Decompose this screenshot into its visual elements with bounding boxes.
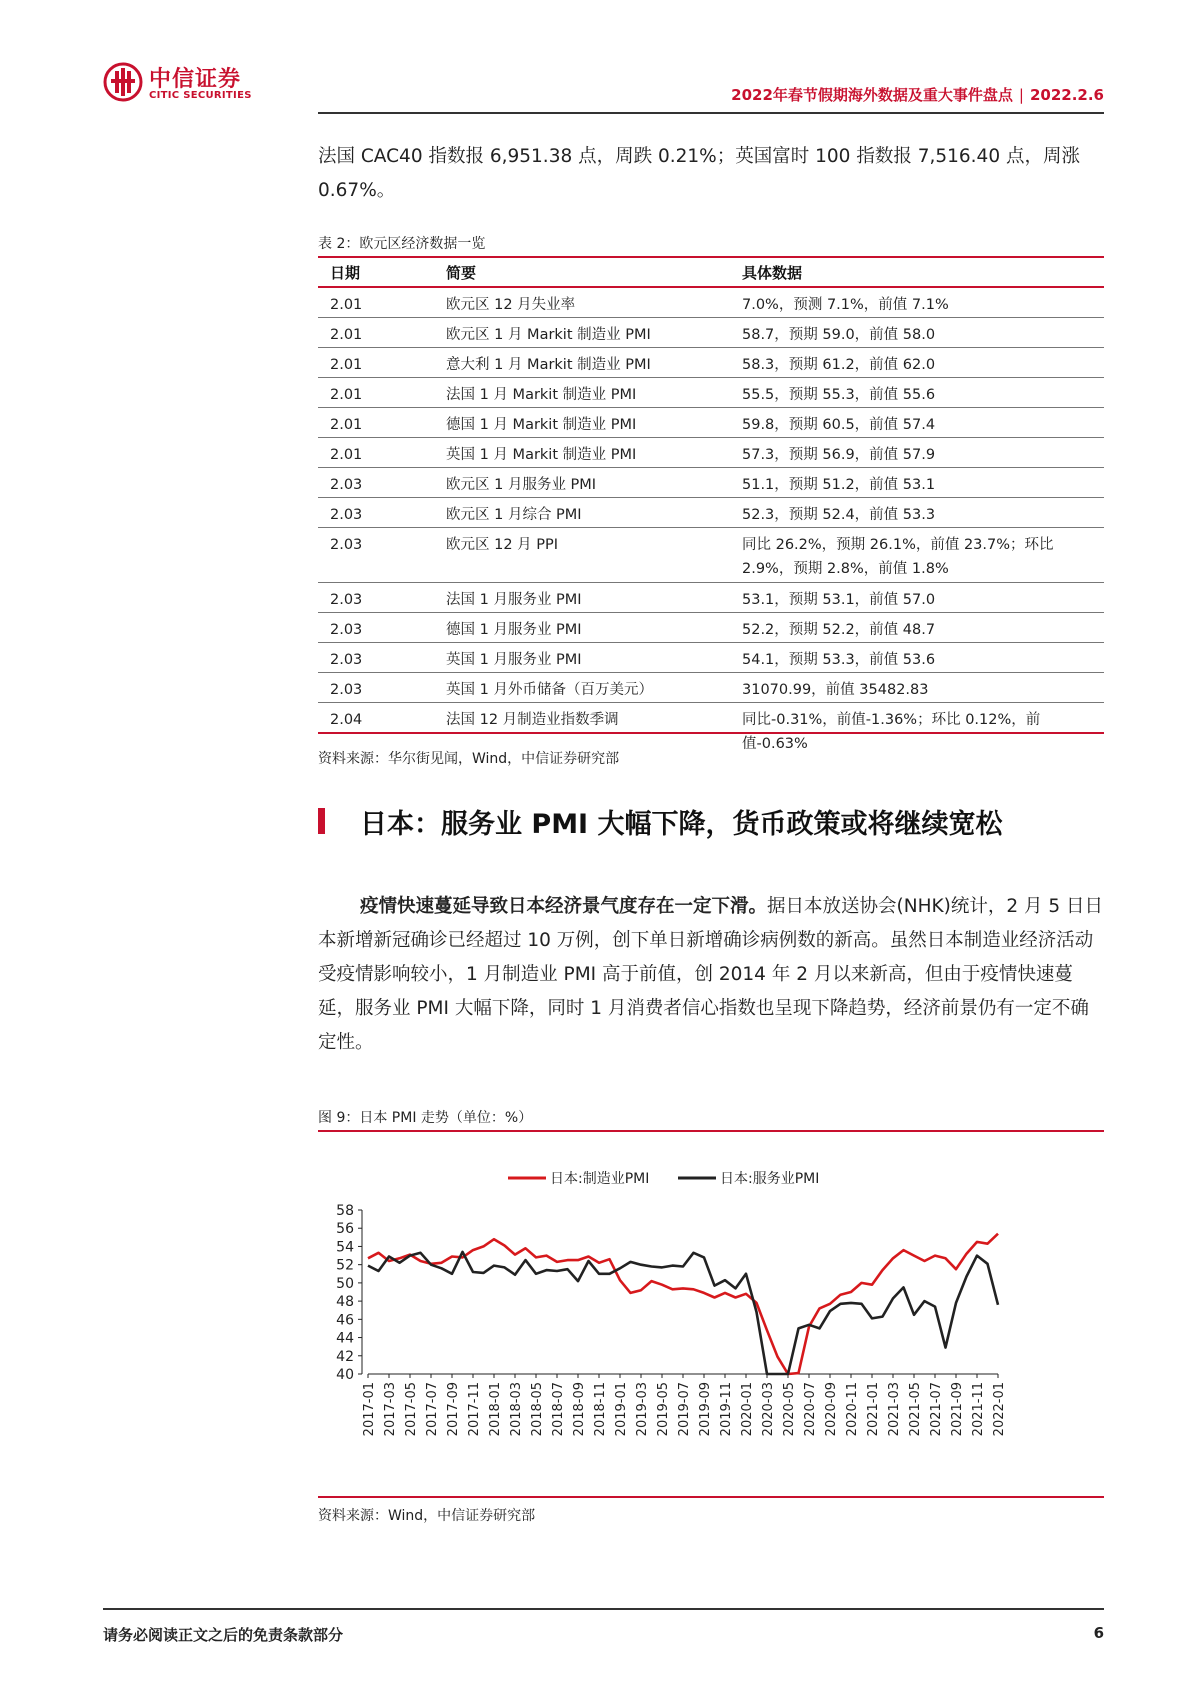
table-cell-details: 7.0%，预测 7.1%，前值 7.1% — [742, 297, 949, 313]
table-body — [318, 288, 1104, 752]
table-cell-details: 58.7，预期 59.0，前值 58.0 — [742, 327, 936, 343]
table-cell-date: 2.03 — [330, 507, 363, 523]
y-tick-label: 46 — [336, 1312, 354, 1329]
x-tick-label: 2018-03 — [509, 1382, 524, 1437]
x-tick-label: 2017-05 — [404, 1382, 419, 1437]
table-cell-date: 2.03 — [330, 622, 363, 638]
table-cell-details: 55.5，预期 55.3，前值 55.6 — [742, 387, 936, 403]
table-cell-date: 2.01 — [330, 447, 363, 463]
x-tick-label: 2019-09 — [698, 1382, 713, 1437]
y-tick-label: 58 — [336, 1203, 354, 1219]
x-tick-label: 2018-01 — [488, 1382, 503, 1437]
table-cell-date: 2.03 — [330, 477, 363, 493]
x-tick-label: 2021-09 — [950, 1382, 965, 1437]
table-cell-summary: 意大利 1 月 Markit 制造业 PMI — [446, 357, 651, 373]
table-cell-date: 2.01 — [330, 387, 363, 403]
x-tick-label: 2017-07 — [425, 1382, 440, 1437]
report-date: 2022.2.6 — [1029, 86, 1104, 104]
x-tick-label: 2017-03 — [383, 1382, 398, 1437]
table-header — [318, 258, 1104, 286]
y-tick-label: 40 — [336, 1367, 354, 1383]
y-tick-label: 54 — [336, 1239, 354, 1256]
table-cell-summary: 欧元区 1 月综合 PMI — [446, 507, 582, 523]
table-row — [318, 378, 1104, 408]
section-lead-bold: 疫情快速蔓延导致日本经济景气度存在一定下滑。 — [360, 896, 768, 917]
y-tick-label: 44 — [336, 1330, 354, 1347]
table-cell-date: 2.01 — [330, 417, 363, 433]
table-cell-date: 2.03 — [330, 652, 363, 668]
intro-paragraph: 法国 CAC40 指数报 6,951.38 点，周跌 0.21%；英国富时 100 指数报 7,516.40 点，周涨 0.67%。 — [318, 146, 1080, 201]
x-tick-label: 2020-07 — [803, 1382, 818, 1437]
x-tick-label: 2020-11 — [845, 1382, 860, 1437]
table-row — [318, 498, 1104, 528]
x-tick-label: 2018-07 — [551, 1382, 566, 1437]
table-cell-date: 2.01 — [330, 327, 363, 343]
citic-logo — [103, 60, 253, 106]
table-caption: 表 2：欧元区经济数据一览 — [318, 236, 486, 252]
table-cell-summary: 法国 1 月服务业 PMI — [446, 592, 582, 608]
x-tick-label: 2021-01 — [866, 1382, 881, 1437]
table-cell-summary: 英国 1 月外币储备（百万美元） — [446, 682, 653, 698]
section-marker — [318, 808, 325, 834]
table-cell-details: 59.8，预期 60.5，前值 57.4 — [742, 417, 936, 433]
x-tick-label: 2019-05 — [656, 1382, 671, 1437]
x-tick-label: 2020-05 — [782, 1382, 797, 1437]
table-row — [318, 408, 1104, 438]
table-cell-summary: 德国 1 月 Markit 制造业 PMI — [446, 417, 637, 433]
table-row — [318, 288, 1104, 318]
report-title: 2022年春节假期海外数据及重大事件盘点 — [731, 86, 1013, 104]
table-header-summary: 简要 — [446, 264, 477, 282]
logo-chinese-name: 中信证券 — [149, 67, 242, 92]
table-cell-summary: 欧元区 1 月 Markit 制造业 PMI — [446, 327, 651, 343]
x-tick-label: 2021-05 — [908, 1382, 923, 1437]
x-tick-label: 2021-03 — [887, 1382, 902, 1437]
section-body: 据日本放送协会(NHK)统计，2 月 5 日日本新增新冠确诊已经超过 10 万例，创下单日新增确诊病例数的新高。虽然日本制造业经济活动受疫情影响较小，1 月制造业 PMI 高于前值，创 2014 年 2 月以来新高，但由于疫情快速蔓延，服务业 PMI 大幅下降，同时 1 月消费者信心指数也呈现下降趋势，经济前景仍有一定不确定性。 — [318, 896, 1104, 1053]
table-cell-details: 同比-0.31%，前值-1.36%；环比 0.12%，前值-0.63% — [742, 712, 1041, 752]
x-tick-label: 2021-11 — [971, 1382, 986, 1437]
table-row — [318, 438, 1104, 468]
page-number: 6 — [1093, 1624, 1104, 1642]
header-divider — [318, 112, 1104, 114]
x-tick-label: 2019-11 — [719, 1382, 734, 1437]
y-tick-label: 48 — [336, 1294, 354, 1311]
citic-emblem-icon — [103, 62, 143, 102]
table-cell-date: 2.04 — [330, 712, 363, 728]
table-row — [318, 613, 1104, 643]
table-cell-date: 2.01 — [330, 357, 363, 373]
x-tick-label: 2019-07 — [677, 1382, 692, 1437]
x-tick-label: 2019-03 — [635, 1382, 650, 1437]
figure-caption: 图 9：日本 PMI 走势（单位：%） — [318, 1110, 533, 1126]
x-tick-label: 2020-01 — [740, 1382, 755, 1437]
x-tick-label: 2020-09 — [824, 1382, 839, 1437]
table-cell-summary: 欧元区 12 月 PPI — [446, 537, 559, 553]
table-row — [318, 318, 1104, 348]
table-header-date: 日期 — [330, 264, 361, 282]
y-tick-label: 42 — [336, 1348, 354, 1365]
table-row — [318, 583, 1104, 613]
legend-label: 日本:服务业PMI — [720, 1171, 820, 1187]
table-cell-date: 2.03 — [330, 682, 363, 698]
table-cell-summary: 德国 1 月服务业 PMI — [446, 622, 582, 638]
table-row — [318, 348, 1104, 378]
figure-bottom-rule — [318, 1496, 1104, 1498]
section-paragraph — [318, 890, 1104, 1060]
table-cell-summary: 法国 1 月 Markit 制造业 PMI — [446, 387, 637, 403]
table-cell-date: 2.03 — [330, 537, 363, 553]
table-cell-summary: 法国 12 月制造业指数季调 — [446, 712, 619, 728]
table-cell-date: 2.03 — [330, 592, 363, 608]
legend-label: 日本:制造业PMI — [550, 1171, 650, 1187]
services-pmi-line — [368, 1252, 998, 1374]
table-row — [318, 468, 1104, 498]
pmi-line-chart — [318, 1132, 1104, 1492]
x-tick-label: 2021-07 — [929, 1382, 944, 1437]
x-tick-label: 2022-01 — [992, 1382, 1007, 1437]
table-cell-details: 53.1，预期 53.1，前值 57.0 — [742, 592, 936, 608]
table-cell-summary: 欧元区 1 月服务业 PMI — [446, 477, 597, 493]
footer-divider — [103, 1608, 1104, 1610]
table-row — [318, 643, 1104, 673]
table-cell-details: 51.1，预期 51.2，前值 53.1 — [742, 477, 936, 493]
table-header-details: 具体数据 — [742, 264, 803, 282]
y-tick-label: 50 — [336, 1275, 354, 1292]
table-cell-details: 57.3，预期 56.9，前值 57.9 — [742, 447, 936, 463]
table-source: 资料来源：华尔街见闻，Wind，中信证券研究部 — [318, 751, 620, 767]
table-cell-details: 52.2，预期 52.2，前值 48.7 — [742, 622, 936, 638]
table-cell-details: 58.3，预期 61.2，前值 62.0 — [742, 357, 936, 373]
table-cell-summary: 欧元区 12 月失业率 — [446, 297, 576, 313]
table-cell-date: 2.01 — [330, 297, 363, 313]
figure-source: 资料来源：Wind，中信证券研究部 — [318, 1508, 536, 1524]
y-tick-label: 52 — [336, 1257, 354, 1274]
table-row — [318, 703, 1104, 752]
table-cell-details: 52.3，预期 52.4，前值 53.3 — [742, 507, 936, 523]
x-tick-label: 2020-03 — [761, 1382, 776, 1437]
table-cell-summary: 英国 1 月服务业 PMI — [446, 652, 582, 668]
table-row — [318, 528, 1104, 583]
footer-disclaimer: 请务必阅读正文之后的免责条款部分 — [103, 1626, 344, 1644]
report-header — [731, 84, 1104, 105]
table-cell-details: 同比 26.2%，预期 26.1%，前值 23.7%；环比 2.9%，预期 2.8%，前值 1.8% — [742, 537, 1054, 577]
x-tick-label: 2017-09 — [446, 1382, 461, 1437]
x-tick-label: 2018-09 — [572, 1382, 587, 1437]
y-tick-label: 56 — [336, 1221, 354, 1238]
table-row — [318, 673, 1104, 703]
x-tick-label: 2019-01 — [614, 1382, 629, 1437]
table-cell-details: 31070.99，前值 35482.83 — [742, 682, 929, 698]
header-separator: | — [1018, 86, 1024, 104]
section-title: 日本：服务业 PMI 大幅下降，货币政策或将继续宽松 — [360, 809, 1003, 840]
logo-english-name: CITIC SECURITIES — [149, 90, 252, 101]
table-cell-summary: 英国 1 月 Markit 制造业 PMI — [446, 447, 637, 463]
x-tick-label: 2018-11 — [593, 1382, 608, 1437]
x-tick-label: 2018-05 — [530, 1382, 545, 1437]
table-cell-details: 54.1，预期 53.3，前值 53.6 — [742, 652, 936, 668]
x-tick-label: 2017-11 — [467, 1382, 482, 1437]
x-tick-label: 2017-01 — [362, 1382, 377, 1437]
